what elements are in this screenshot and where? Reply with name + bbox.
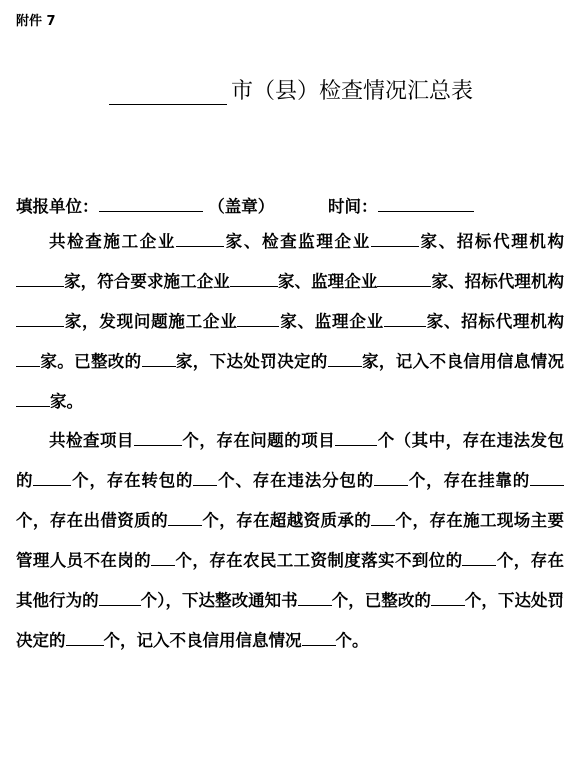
text-segment: 个，存在问题的项目 <box>181 431 336 450</box>
time-label: 时间： <box>328 197 378 216</box>
text-segment: 家、招标代理机构 <box>425 312 565 331</box>
text-segment: 共检查项目 <box>49 431 134 450</box>
seal-label: （盖章） <box>208 197 275 216</box>
text-segment: 个，存在农民工工资制度落实不到位的 <box>175 551 463 570</box>
text-segment: 家，符合要求施工企业 <box>64 272 230 291</box>
blank <box>530 468 564 486</box>
text-segment: 个，存在出借资质的 <box>16 511 168 530</box>
text-segment: 个，存在施工现场主要管理人员不在岗的 <box>16 511 565 570</box>
blank <box>377 269 431 287</box>
text-segment: 家。已整改的 <box>40 352 142 371</box>
blank <box>374 468 408 486</box>
blank <box>302 628 336 646</box>
blank <box>237 309 279 327</box>
blank <box>335 428 377 446</box>
text-segment: 个、存在违法分包的 <box>217 471 375 490</box>
blank <box>16 309 64 327</box>
paragraph-projects <box>16 421 564 661</box>
blank <box>176 229 224 247</box>
text-segment: 家、监理企业 <box>279 312 384 331</box>
attachment-label: 附件 7 <box>16 14 56 29</box>
text-segment: 个，记入不良信用信息情况 <box>103 631 302 650</box>
blank <box>230 269 278 287</box>
fill-unit-blank <box>99 195 203 212</box>
blank <box>66 628 104 646</box>
text-segment: 个（其中，存在违法发包的 <box>16 431 565 490</box>
text-segment: 家，记入不良信用信息情况 <box>361 352 565 371</box>
text-segment: 个，已整改的 <box>331 591 431 610</box>
blank <box>193 468 217 486</box>
blank <box>384 309 426 327</box>
blank <box>371 508 395 526</box>
blank <box>298 588 332 606</box>
text-segment: 家，下达处罚决定的 <box>175 352 328 371</box>
blank <box>142 349 176 367</box>
text-segment: 个，存在挂靠的 <box>408 471 531 490</box>
text-segment: 个，存在超越资质承的 <box>201 511 372 530</box>
blank <box>462 548 496 566</box>
text-segment: 家、招标代理机构 <box>418 232 565 251</box>
blank <box>134 428 182 446</box>
text-segment: 个，下达处罚决定的 <box>16 591 565 650</box>
city-blank <box>109 80 227 105</box>
fill-unit-label: 填报单位： <box>16 197 99 216</box>
paragraph-enterprises <box>16 222 564 422</box>
text-segment: 家、招标代理机构 <box>431 272 565 291</box>
blank <box>33 468 71 486</box>
blank <box>16 389 50 407</box>
title-text: 市（县）检查情况汇总表 <box>230 79 473 104</box>
time-blank <box>378 195 474 212</box>
blank <box>328 349 362 367</box>
blank <box>16 349 40 367</box>
text-segment: 家、监理企业 <box>277 272 378 291</box>
text-segment: 家、检查监理企业 <box>224 232 371 251</box>
blank <box>431 588 465 606</box>
fill-info-row <box>16 193 566 217</box>
blank <box>371 229 419 247</box>
page-title <box>0 74 582 105</box>
text-segment: 个，存在转包的 <box>71 471 194 490</box>
blank <box>151 548 175 566</box>
blank <box>168 508 202 526</box>
blank <box>16 269 64 287</box>
blank <box>99 588 141 606</box>
text-segment: 个，存在其他行为的 <box>16 551 565 610</box>
text-segment: 共检查施工企业 <box>49 232 177 251</box>
text-segment: 个。 <box>335 631 369 650</box>
text-segment: 家。 <box>50 392 83 411</box>
text-segment: 家，发现问题施工企业 <box>64 312 238 331</box>
text-segment: 个），下达整改通知书 <box>140 591 298 610</box>
